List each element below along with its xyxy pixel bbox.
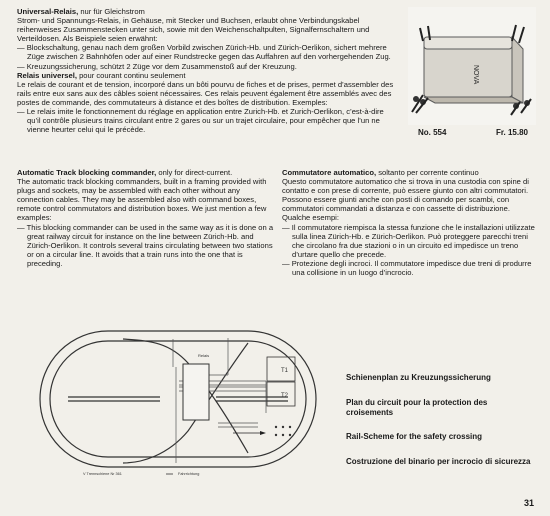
italian-paragraph-3: — Protezione degli incroci. Il commutatore impedisce due treni di produrre una collisione in un luogo d’incrocio.	[282, 258, 532, 278]
diagram-footnote-right: Fahrrichtung	[178, 472, 200, 476]
relay-product-photo	[408, 7, 536, 125]
italian-paragraph-2: — Il commutatore riempisca la stessa funzione che le installazioni utilizzate sulla linea Zürich-Hb. e Zürich-Oerlikon. Può proteggere parecchi treni che circolano fra due stazioni o in un circuito ed impedisce un treno d’urtare quello che precede.	[282, 222, 535, 259]
english-paragraph-1: The automatic track blocking commanders, built in a framing provided with plugs and sockets, may be assembled with each other without any connection cables. They may be assembled also with command boxes, remote control commutators and distribution boxes. We just mention a few examples:	[17, 177, 267, 223]
legend-english: Rail-Scheme for the safety crossing	[346, 432, 483, 441]
italian-paragraph-1: Questo commutatore automatico che si trova in una custodia con spine di contatto e con prese di corrente, può essere giunto con altri commutatori. Possono essere giunti anche con posti di comando per scambi, con commutatori commandati a distanza e con cassette di distribuzione. Qualche esempi:	[282, 177, 529, 223]
english-text-block	[17, 168, 276, 268]
german-paragraph-2: — Blockschaltung, genau nach dem großen Vorbild zwischen Zürich-Hb. und Zürich-Oerlikon, sichert mehrere Züge zwischen 2 Bahnhöfen oder auf einer Rundstrecke gegen das Auffahren auf den vorhergehenden Zug.	[17, 43, 391, 62]
page-number: 31	[523, 498, 534, 508]
french-paragraph-2: — Le relais imite le fonctionnement du réglage en application entre Zurich-Hb. et Zurich-Oerlikon, c’est-à-dire qu’il contrôle plusieurs trains circulant entre 2 gares ou sur un trajet circulaire, pour empêcher que l’un ne vienne heurter celui qui le précède.	[17, 107, 384, 135]
top-text-block	[17, 7, 399, 134]
german-paragraph-1: Strom- und Spannungs-Relais, in Gehäuse, mit Stecker und Buchsen, erlaubt ohne Verbindungskabel reihenweises Zusammenstecken unter sich, sowie mit den Weichenschaltpulten, Signalfernschaltern und Verteildosen. Als Beispiele seien erwähnt:	[17, 16, 370, 44]
english-paragraph-2: — This blocking commander can be used in the same way as it is done on a great railway circuit for instance on the line between Zürich-Hb. and Zürich-Oerlikon. It controls several trains circulating between two stations or on a circular line. It avoids that a train runs into the one that is preceding.	[17, 222, 274, 268]
german-heading: Universal-Relais, nur für Gleichstrom	[17, 7, 145, 16]
relay-label: Relais	[198, 353, 210, 358]
product-caption	[418, 128, 528, 137]
legend-french: Plan du circuit pour la protection des croisements	[346, 398, 488, 417]
crossing-track-diagram	[28, 323, 328, 488]
product-price: Fr. 15.80	[495, 128, 528, 137]
diagram-footnote-left: V Trennschiene Nr 361	[83, 472, 122, 476]
italian-text-block	[282, 168, 537, 277]
signal-t1-label: T1	[281, 368, 289, 374]
relay-brand-label: NOVA	[472, 65, 479, 85]
relay-box-illustration	[408, 7, 536, 125]
legend-italian: Costruzione del binario per incrocio di sicurezza	[346, 457, 531, 466]
german-paragraph-3: — Kreuzungssicherung, schützt 2 Züge vor dem Zusammenstoß auf der Kreuzung.	[17, 61, 297, 71]
track-plan-svg	[28, 323, 328, 488]
diagram-legend-english	[346, 432, 536, 442]
french-heading: Relais universel, pour courant continu seulement	[17, 70, 186, 80]
diagram-legend	[346, 373, 536, 383]
product-number: No. 554	[418, 128, 447, 137]
diagram-legend-french	[346, 398, 536, 418]
legend-german: Schienenplan zu Kreuzungssicherung	[346, 373, 491, 382]
italian-heading: Commutatore automatico, soltanto per corrente continuo	[282, 168, 479, 177]
signal-t2-label: T2	[281, 393, 289, 399]
english-heading: Automatic Track blocking commander, only for direct-current.	[17, 168, 233, 177]
diagram-legend-italian	[346, 457, 536, 467]
relay-box	[183, 364, 209, 420]
french-paragraph-1: Le relais de courant et de tension, incorporé dans un bôti pourvu de fiches et de prises, permet d’assembler des rails entre eux sans aux des câbles soient nécessaires. Ces relais peuvent également être assemblés avec des postes de commande, des commutateurs à distance et des boîtes de distribution. Exemples:	[17, 79, 394, 107]
